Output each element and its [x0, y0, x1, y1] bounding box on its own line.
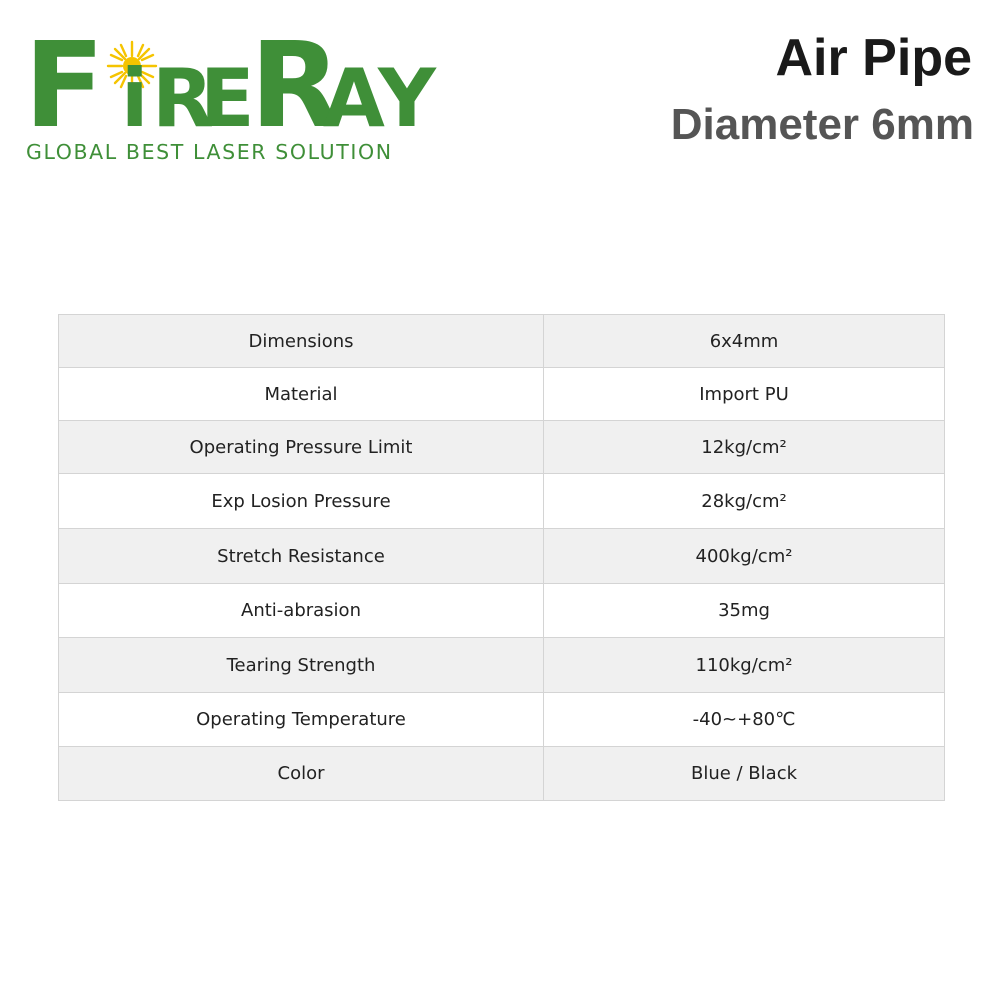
- page-subtitle: Diameter 6mm: [670, 100, 974, 149]
- table-row: [59, 638, 945, 693]
- table-row: [59, 529, 945, 584]
- logo-letter-e: E: [200, 52, 255, 133]
- table-row: [59, 315, 945, 368]
- logo-letter-a: A: [323, 52, 385, 133]
- table-row: [59, 747, 945, 801]
- logo-letter-r2: R: [250, 18, 341, 133]
- brand-logo: [24, 18, 464, 168]
- spec-label: Operating Pressure Limit: [59, 421, 544, 474]
- spec-value: 400kg/cm²: [544, 529, 945, 584]
- spec-value: 35mg: [544, 584, 945, 638]
- spec-value: Import PU: [544, 368, 945, 421]
- spec-label: Operating Temperature: [59, 693, 544, 747]
- spec-label: Material: [59, 368, 544, 421]
- spec-label: Anti-abrasion: [59, 584, 544, 638]
- spec-label: Stretch Resistance: [59, 529, 544, 584]
- logo-letter-f: F: [24, 18, 105, 133]
- logo-letter-r: R: [152, 52, 214, 133]
- logo-letter-y: Y: [378, 52, 436, 133]
- table-row: [59, 474, 945, 529]
- spec-label: Exp Losion Pressure: [59, 474, 544, 529]
- spec-table-body: [59, 315, 945, 801]
- table-row: [59, 693, 945, 747]
- spec-value: 110kg/cm²: [544, 638, 945, 693]
- page-title: Air Pipe: [775, 29, 972, 87]
- spec-value: Blue / Black: [544, 747, 945, 801]
- spec-label: Dimensions: [59, 315, 544, 368]
- table-row: [59, 368, 945, 421]
- brand-wordmark: [24, 18, 454, 133]
- spec-value: -40~+80℃: [544, 693, 945, 747]
- spec-label: Tearing Strength: [59, 638, 544, 693]
- spec-value: 28kg/cm²: [544, 474, 945, 529]
- spec-label: Color: [59, 747, 544, 801]
- logo-letter-i: i: [121, 52, 149, 133]
- table-row: [59, 421, 945, 474]
- brand-tagline: GLOBAL BEST LASER SOLUTION: [26, 140, 393, 164]
- spec-table: [58, 314, 945, 801]
- spec-value: 12kg/cm²: [544, 421, 945, 474]
- spec-value: 6x4mm: [544, 315, 945, 368]
- table-row: [59, 584, 945, 638]
